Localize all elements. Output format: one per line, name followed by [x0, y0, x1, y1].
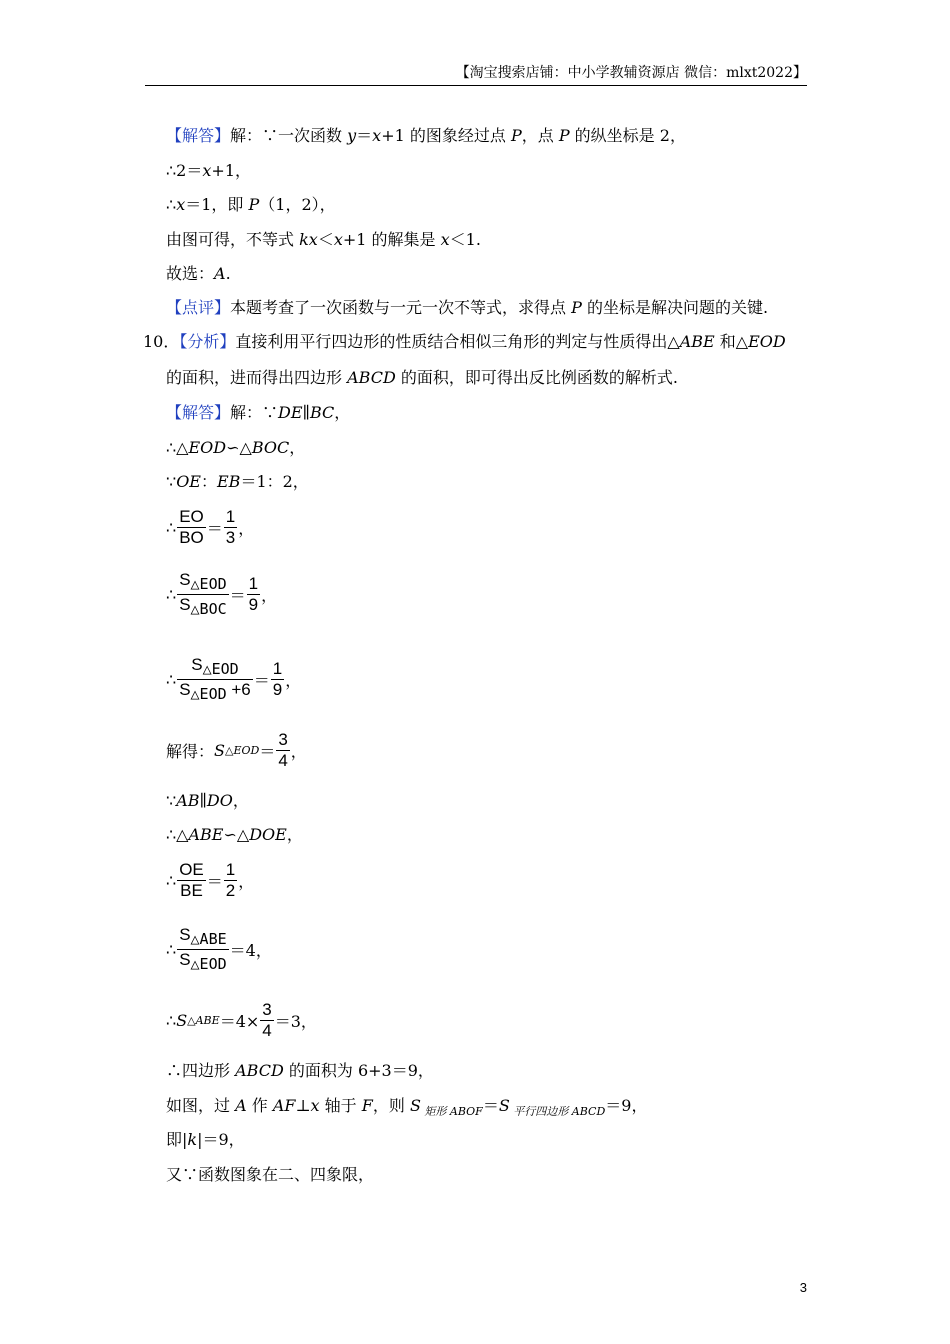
- denominator: 4: [262, 1021, 272, 1040]
- var: S: [214, 741, 225, 760]
- var: BC: [309, 403, 335, 422]
- denominator: 4: [278, 751, 288, 770]
- text: 如图，过: [166, 1096, 236, 1115]
- var: EOD: [748, 332, 786, 351]
- text: 的面积，即可得出反比例函数的解析式.: [395, 368, 678, 387]
- text: ＝3，: [274, 1012, 317, 1031]
- text: △: [236, 825, 250, 844]
- answer-9-line-4: [166, 228, 481, 252]
- denominator: [177, 594, 228, 619]
- var: AF: [272, 1096, 296, 1115]
- comma: ，: [261, 586, 278, 605]
- area-symbol: S: [191, 655, 203, 674]
- subscript: △EOD: [190, 955, 227, 973]
- answer-9-choice: [166, 262, 231, 286]
- var: y: [347, 126, 357, 145]
- text: 轴于: [319, 1096, 362, 1115]
- var: ABE: [188, 825, 224, 844]
- header-rule: [145, 85, 807, 86]
- answer-10-rectangle-area: [166, 1094, 647, 1118]
- text: ＝: [356, 126, 373, 145]
- numerator: [177, 925, 228, 949]
- numerator: [177, 655, 253, 679]
- text: ＝4，: [229, 941, 272, 960]
- equals-sign: ＝: [229, 586, 246, 605]
- denominator: [177, 679, 253, 704]
- var: x: [310, 1096, 320, 1115]
- comma: ，: [285, 671, 302, 690]
- fraction: [260, 1000, 273, 1041]
- numerator: 1: [225, 860, 236, 879]
- fraction: [177, 655, 253, 704]
- therefore-sign: ∴: [166, 670, 177, 689]
- var: OE: [176, 472, 201, 491]
- equation-solve-area-eod: [166, 730, 307, 771]
- equation-area-ratio-abe-eod: [166, 925, 272, 974]
- text: 作: [246, 1096, 273, 1115]
- var: DOE: [249, 825, 287, 844]
- analysis-10-line-1: [143, 330, 786, 354]
- numerator: 3: [262, 1000, 272, 1019]
- text: （1，2），: [259, 195, 336, 214]
- text: 解：∵一次函数: [230, 126, 348, 145]
- var: x: [440, 230, 450, 249]
- text: ，点: [521, 126, 559, 145]
- var: x: [333, 230, 343, 249]
- numerator: 1: [225, 507, 236, 526]
- var: P: [558, 126, 570, 145]
- text: ＜: [317, 230, 334, 249]
- area-symbol: S: [179, 570, 191, 589]
- fraction: [177, 570, 228, 619]
- text: 直接利用平行四边形的性质结合相似三角形的判定与性质得出△: [235, 332, 680, 351]
- subscript: △EOD: [190, 685, 227, 703]
- analysis-10-line-2: [166, 366, 678, 390]
- text: ∴四边形: [166, 1061, 236, 1080]
- answer-10-similar-abe-doe: [166, 823, 303, 847]
- answer-10-abs-k: [166, 1128, 245, 1152]
- text: ∵: [166, 472, 177, 491]
- fraction: [177, 507, 206, 548]
- answer-10-area-abcd: [166, 1059, 434, 1083]
- denominator: 2: [225, 881, 236, 900]
- text: |＝9，: [197, 1130, 245, 1149]
- answer-10-line-3: [166, 470, 309, 494]
- equation-area-ratio-with-6: [166, 655, 301, 704]
- text: 又∵函数图象在二、四象限，: [166, 1165, 375, 1184]
- numerator: 3: [278, 730, 288, 749]
- fraction: [224, 860, 237, 901]
- page-number: 3: [799, 1280, 807, 1295]
- page-header: 【淘宝搜索店铺：中小学教辅资源店 微信：mlxt2022】: [455, 65, 807, 81]
- area-symbol: S: [179, 595, 191, 614]
- equals-sign: ＝: [206, 872, 223, 891]
- text: ∵: [166, 791, 177, 810]
- equation-area-ratio-eod-boc: [166, 570, 277, 619]
- text: ＝9，: [605, 1096, 648, 1115]
- var: S: [409, 1096, 421, 1115]
- text: ＝1：2，: [240, 472, 309, 491]
- var: ABCD: [347, 368, 396, 387]
- var: A: [235, 1096, 247, 1115]
- var: P: [571, 298, 582, 317]
- area-symbol: S: [179, 925, 191, 944]
- var: x: [176, 195, 186, 214]
- therefore-sign: ∴: [166, 518, 177, 537]
- var: DE: [278, 403, 303, 422]
- text: .: [225, 264, 231, 283]
- comma: ，: [290, 742, 307, 761]
- var: A: [214, 264, 226, 283]
- subscript: △BOC: [190, 600, 227, 618]
- text: 的面积为 6+3＝9，: [283, 1061, 434, 1080]
- var: x: [372, 126, 382, 145]
- text: △: [239, 438, 252, 457]
- denominator: 9: [272, 680, 283, 699]
- answer-10-line-2: [166, 436, 305, 460]
- therefore-sign: ∴: [166, 585, 177, 604]
- text: +1 的图象经过点: [381, 126, 511, 145]
- subscript: △EOD: [190, 575, 227, 593]
- fraction: [276, 730, 289, 771]
- text: ：: [200, 472, 217, 491]
- text: +1 的解集是: [342, 230, 441, 249]
- therefore-sign: ∴: [166, 871, 177, 890]
- text: 和△: [714, 332, 749, 351]
- comment-tag: 【点评】: [166, 298, 231, 317]
- answer-10-quadrants: [166, 1163, 374, 1187]
- subscript: △EOD: [202, 660, 239, 678]
- text: ∽: [223, 825, 237, 844]
- text: 的坐标是解决问题的关键.: [581, 298, 769, 317]
- text: ，: [286, 825, 303, 844]
- text: ∽: [226, 438, 240, 457]
- analysis-tag: 【分析】: [179, 332, 236, 351]
- equals-sign: ＝: [259, 742, 276, 761]
- var: EB: [217, 472, 241, 491]
- text: ∴: [166, 195, 177, 214]
- equals-sign: ＝: [206, 519, 223, 538]
- text: +1，: [211, 161, 251, 180]
- text: ＝: [482, 1096, 499, 1115]
- var: EOD: [188, 438, 227, 457]
- numerator: EO: [179, 507, 204, 526]
- subscript: 矩形 ABOF: [420, 1105, 483, 1118]
- equals-sign: ＝: [253, 671, 270, 690]
- comma: ，: [238, 519, 255, 538]
- var: k: [187, 1130, 198, 1149]
- text: ，: [232, 791, 249, 810]
- text: ∴△: [166, 438, 189, 457]
- comma: ，: [238, 872, 255, 891]
- equation-ratio-oe-be: [166, 860, 254, 901]
- text: 的纵坐标是 2，: [569, 126, 686, 145]
- text: ，: [289, 438, 306, 457]
- var: S: [176, 1011, 188, 1030]
- text: 本题考查了一次函数与一元一次不等式，求得点: [230, 298, 572, 317]
- fraction: [224, 507, 237, 548]
- answer-tag: 【解答】: [166, 403, 231, 422]
- text: ，则: [372, 1096, 410, 1115]
- subscript: △EOD: [224, 744, 260, 757]
- numerator: 1: [272, 659, 283, 678]
- answer-tag: 【解答】: [166, 126, 231, 145]
- text: ＜1.: [449, 230, 481, 249]
- var: P: [248, 195, 260, 214]
- text: 由图可得，不等式: [166, 230, 300, 249]
- fraction: [247, 574, 260, 615]
- text: 解：∵: [230, 403, 279, 422]
- numerator: OE: [179, 860, 204, 879]
- therefore-sign: ∴: [166, 940, 177, 959]
- therefore-sign: ∴: [166, 1011, 177, 1030]
- text: 解得：: [166, 742, 215, 761]
- subscript: △ABE: [190, 930, 227, 948]
- fraction: [271, 659, 284, 700]
- denominator: 3: [225, 528, 236, 547]
- var: BOC: [251, 438, 290, 457]
- numerator: [177, 570, 228, 594]
- text: 即|: [166, 1130, 188, 1149]
- text: ∥: [199, 791, 207, 810]
- text: ∥: [302, 403, 310, 422]
- answer-9-line-3: [166, 193, 336, 217]
- area-symbol: S: [179, 950, 191, 969]
- numerator: 1: [248, 574, 259, 593]
- subscript: △ABE: [187, 1014, 220, 1027]
- denominator: BO: [179, 528, 204, 547]
- denominator: [177, 949, 228, 974]
- fraction: [177, 860, 206, 901]
- denominator: 9: [248, 595, 259, 614]
- text: ，: [334, 403, 351, 422]
- fraction: [177, 925, 228, 974]
- var: x: [202, 161, 212, 180]
- var: F: [361, 1096, 373, 1115]
- comment-9: [166, 296, 768, 320]
- text: ∴△: [166, 825, 189, 844]
- answer-10-line-1: [166, 401, 350, 425]
- plus-six: +6: [226, 680, 251, 699]
- var: AB: [176, 791, 200, 810]
- answer-9-line-2: [166, 159, 251, 183]
- question-number: 10．: [143, 332, 180, 351]
- text: ＝1，即: [185, 195, 249, 214]
- denominator: BE: [177, 880, 206, 901]
- var: ABE: [679, 332, 715, 351]
- area-symbol: S: [179, 680, 191, 699]
- text: 的面积，进而得出四边形: [166, 368, 348, 387]
- var: S: [498, 1096, 510, 1115]
- var: kx: [299, 230, 318, 249]
- text: ⊥: [295, 1096, 311, 1115]
- var: ABCD: [235, 1061, 284, 1080]
- answer-9-line-1: [166, 124, 686, 148]
- answer-10-ab-parallel-do: [166, 789, 249, 813]
- equation-ratio-eo-bo: [166, 507, 254, 548]
- text: 故选：: [166, 264, 215, 283]
- text: ∴2＝: [166, 161, 203, 180]
- var: DO: [206, 791, 233, 810]
- equation-area-abe: [166, 1000, 317, 1041]
- subscript: 平行四边形 ABCD: [509, 1105, 606, 1118]
- var: P: [510, 126, 522, 145]
- text: ＝4×: [219, 1012, 260, 1031]
